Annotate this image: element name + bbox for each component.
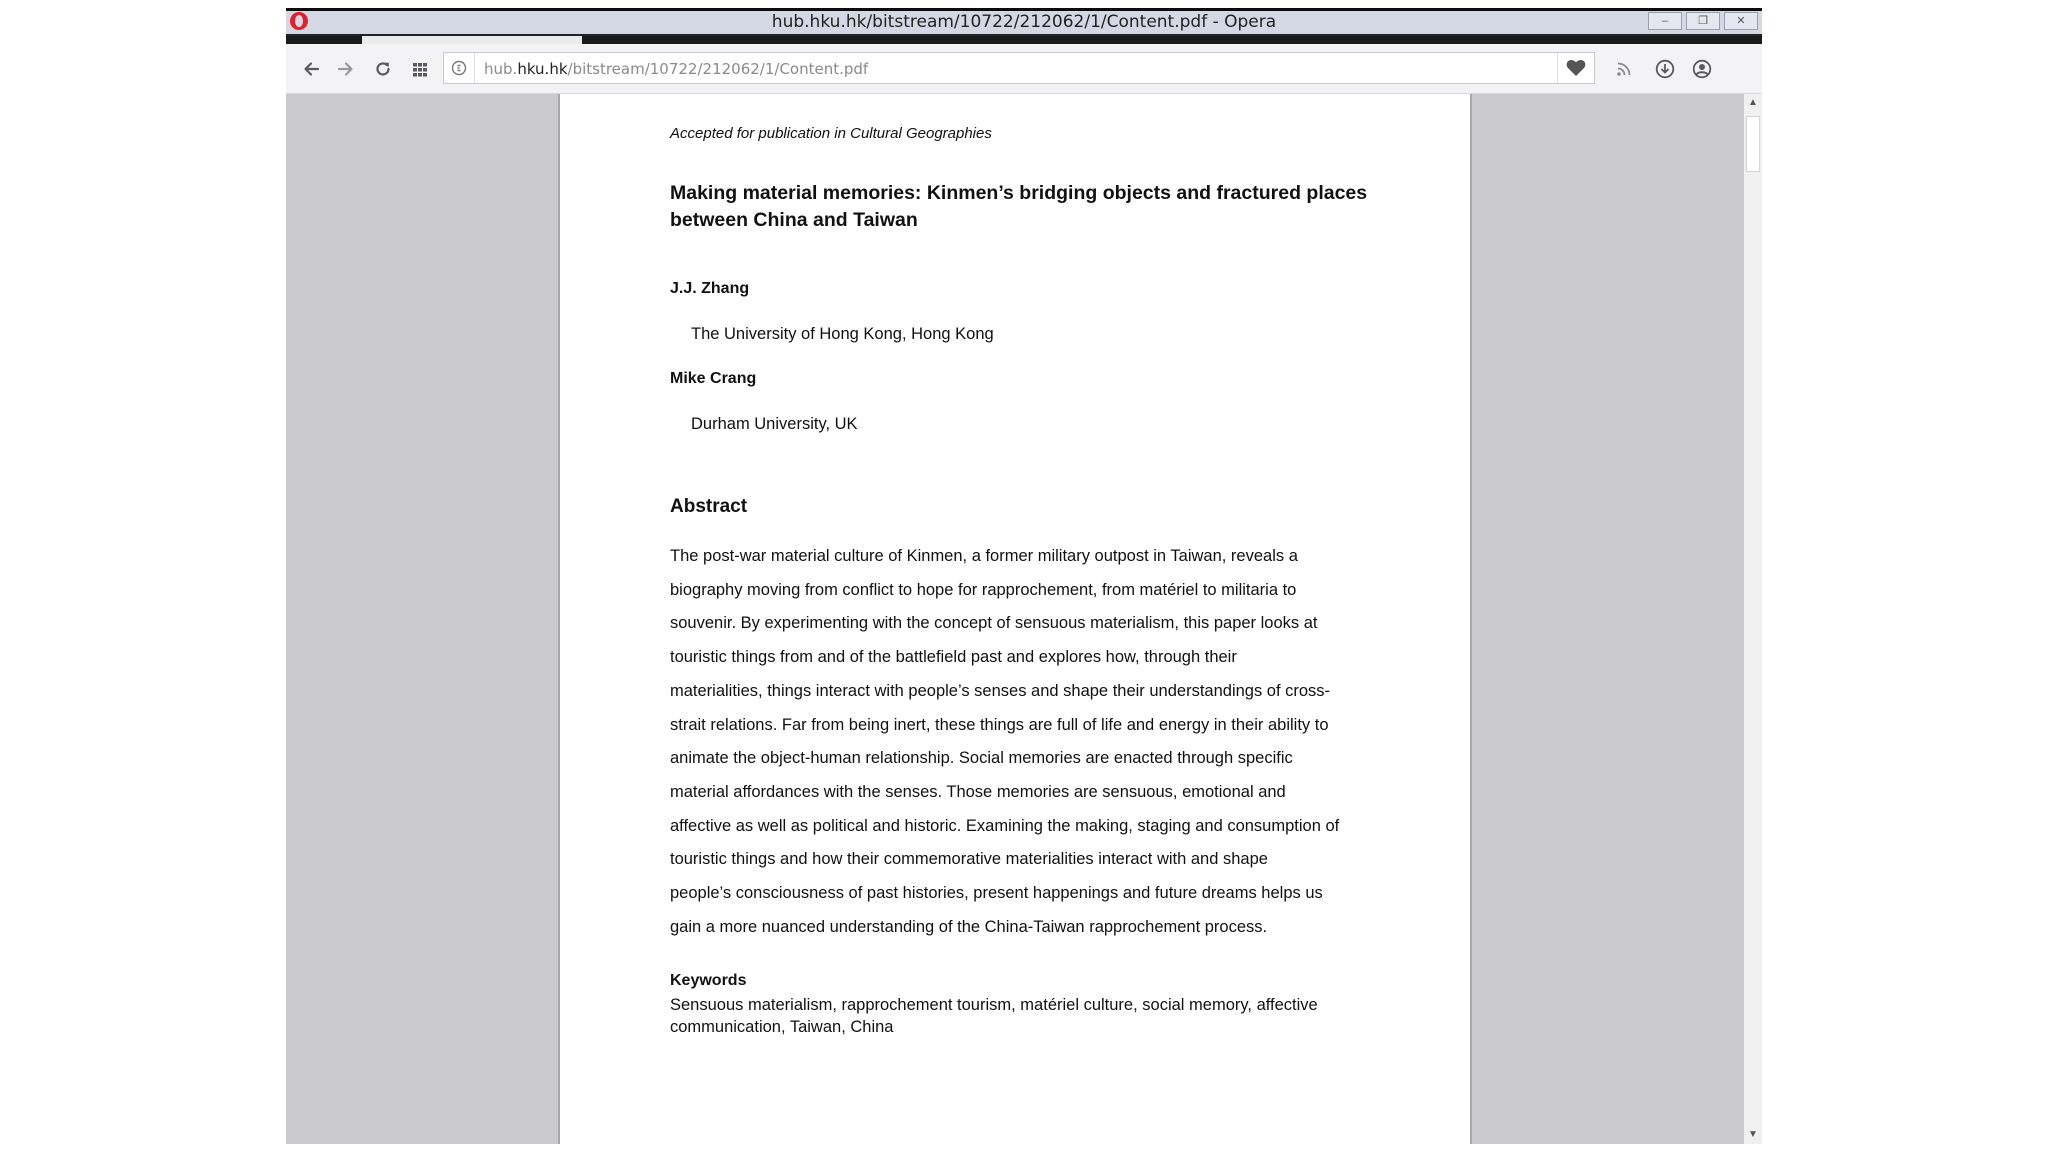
keywords-line: communication, Taiwan, China xyxy=(670,1018,894,1036)
restore-button[interactable]: ❐ xyxy=(1686,12,1720,30)
window-title: hub.hku.hk/bitstream/10722/212062/1/Content.pdf - Opera xyxy=(771,12,1277,32)
back-icon xyxy=(302,60,320,78)
keywords-line: Sensuous materialism, rapprochement tourism, matériel culture, social memory, affective xyxy=(670,996,1318,1014)
active-tab[interactable] xyxy=(362,36,582,44)
heart-icon xyxy=(1566,59,1586,77)
site-info-button[interactable] xyxy=(450,59,468,77)
abstract-line: touristic things from and of the battlefield past and explores how, through their xyxy=(670,648,1237,667)
keywords-list xyxy=(670,994,1390,1038)
abstract-line: strait relations. Far from being inert, these things are full of life and energy in their ability to xyxy=(670,715,1329,734)
paper-title xyxy=(670,180,1390,234)
abstract-line: touristic things and how their commemorative materialities interact with and shape xyxy=(670,850,1268,869)
scroll-up-arrow-icon[interactable]: ▲ xyxy=(1748,97,1758,108)
url-prefix: hub. xyxy=(484,60,518,78)
speed-dial-icon xyxy=(412,61,428,77)
news-feed-button[interactable] xyxy=(1611,56,1637,82)
forward-icon xyxy=(337,60,355,78)
downloads-button[interactable] xyxy=(1652,56,1678,82)
url-host: hku.hk xyxy=(517,60,568,78)
publication-note: Accepted for publication in Cultural Geographies xyxy=(670,125,992,142)
abstract-line: gain a more nuanced understanding of the China-Taiwan rapprochement process. xyxy=(670,917,1268,936)
abstract-line: affective as well as political and historic. Examining the making, staging and consumption of xyxy=(670,816,1340,835)
back-button[interactable] xyxy=(298,56,324,82)
keywords-heading: Keywords xyxy=(670,972,747,989)
scroll-down-arrow-icon[interactable]: ▼ xyxy=(1748,1129,1758,1140)
abstract-line: biography moving from conflict to hope for rapprochement, from matériel to militaria to xyxy=(670,580,1297,599)
minimize-button[interactable]: – xyxy=(1648,12,1682,30)
author-name: J.J. Zhang xyxy=(670,280,750,297)
abstract-line: animate the object-human relationship. Social memories are enacted through specific xyxy=(670,749,1293,768)
abstract-heading: Abstract xyxy=(670,496,748,517)
reload-button[interactable] xyxy=(370,56,396,82)
title-bar-top-edge xyxy=(286,8,1762,11)
reload-icon xyxy=(374,60,392,78)
forward-button[interactable] xyxy=(333,56,359,82)
download-icon xyxy=(1655,59,1675,79)
navigation-toolbar xyxy=(286,44,1762,94)
account-icon xyxy=(1692,59,1712,79)
vertical-scrollbar[interactable] xyxy=(1744,94,1762,1144)
browser-window xyxy=(286,8,1762,1144)
abstract-body xyxy=(670,540,1378,944)
author-name: Mike Crang xyxy=(670,370,757,387)
account-button[interactable] xyxy=(1689,56,1715,82)
abstract-line: souvenir. By experimenting with the concept of sensuous materialism, this paper looks at xyxy=(670,614,1318,633)
url-path: /bitstream/10722/212062/1/Content.pdf xyxy=(567,60,869,78)
author-affiliation: Durham University, UK xyxy=(691,415,858,433)
title-line: between China and Taiwan xyxy=(670,209,918,231)
abstract-line: materialities, things interact with people’s senses and shape their understandings of cross- xyxy=(670,681,1331,700)
title-bar[interactable] xyxy=(286,8,1762,36)
tab-strip xyxy=(286,36,1762,44)
address-divider xyxy=(474,53,475,83)
pdf-page xyxy=(558,94,1472,1144)
abstract-line: The post-war material culture of Kinmen, a former military outpost in Taiwan, reveals a xyxy=(670,547,1298,565)
url-text[interactable] xyxy=(484,60,868,78)
abstract-line: material affordances with the senses. Those memories are sensuous, emotional and xyxy=(670,782,1286,801)
close-button[interactable]: ✕ xyxy=(1724,12,1758,30)
bookmark-button[interactable] xyxy=(1557,53,1594,83)
scroll-thumb[interactable] xyxy=(1746,116,1760,172)
address-bar[interactable] xyxy=(443,52,1595,84)
news-feed-icon xyxy=(1615,60,1633,78)
title-line: Making material memories: Kinmen’s bridging objects and fractured places xyxy=(670,182,1368,204)
speed-dial-button[interactable] xyxy=(407,56,433,82)
pdf-viewer[interactable] xyxy=(286,94,1762,1144)
abstract-line: people’s consciousness of past histories, present happenings and future dreams helps us xyxy=(670,884,1323,903)
site-info-icon xyxy=(451,60,467,76)
author-affiliation: The University of Hong Kong, Hong Kong xyxy=(691,325,994,343)
